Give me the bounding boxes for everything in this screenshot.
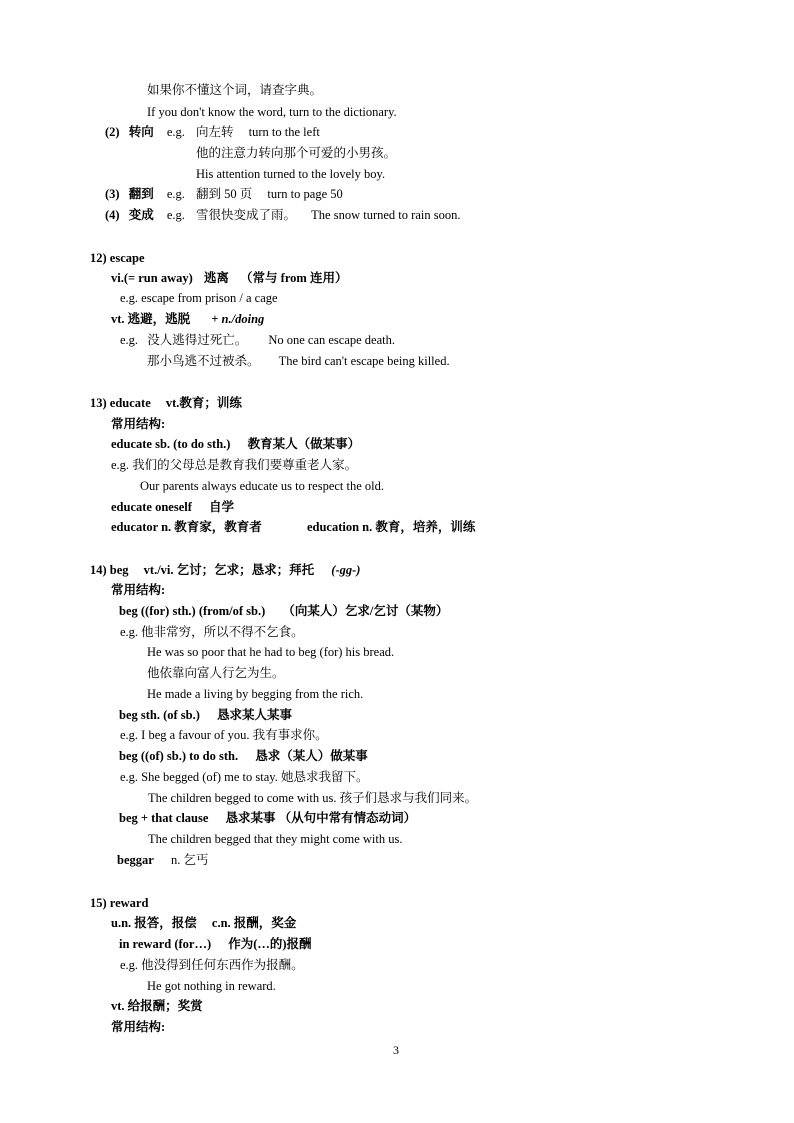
- example-en-parents: Our parents always educate us to respect the old.: [140, 479, 385, 493]
- pattern-note: + n./doing: [211, 312, 265, 326]
- derivative-education: education n. 教育，培养，训练: [306, 520, 476, 534]
- entry-heading-escape: 12) escape: [90, 251, 145, 265]
- eg-label: e.g.: [120, 333, 139, 347]
- beg-pattern-2: [119, 707, 292, 723]
- sense-heading: 翻到: [128, 187, 154, 201]
- example-cn: 雪很快变成了雨。: [196, 208, 297, 222]
- example-en: No one can escape death.: [268, 333, 396, 347]
- common-structures-label: 常用结构:: [111, 417, 166, 431]
- in-reward-phrase: [119, 936, 312, 952]
- phrase: in reward (for…): [119, 937, 212, 951]
- beggar-derivative: [117, 852, 208, 868]
- example-en: The snow turned to rain soon.: [311, 208, 461, 222]
- pos-definition: vt.教育；训练: [165, 396, 242, 410]
- sense-number: (4): [105, 208, 120, 222]
- example-en: The bird can't escape being killed.: [278, 354, 450, 368]
- example-cn-reward: e.g. 他没得到任何东西作为报酬。: [120, 958, 304, 972]
- example-cn-attention: 他的注意力转向那个可爱的小男孩。: [196, 146, 397, 160]
- beg-pattern-3: [119, 748, 368, 764]
- educate-derivatives: [111, 519, 475, 535]
- definition-cn: vt. 逃避，逃脱: [111, 312, 191, 326]
- eg-label: e.g.: [166, 125, 185, 139]
- example-escape-bird: [147, 353, 450, 369]
- sense-3-turn-to: [105, 186, 343, 202]
- sense-heading: 变成: [128, 208, 154, 222]
- common-structures-label: 常用结构:: [111, 1020, 166, 1034]
- entry-heading-educate: [90, 395, 242, 411]
- pattern-meaning: （向某人）乞求/乞讨（某物）: [282, 604, 449, 618]
- pattern: educate oneself: [111, 500, 192, 514]
- example-cn-rich: 他依靠向富人行乞为生。: [147, 666, 285, 680]
- pattern: educate sb. (to do sth.): [111, 437, 231, 451]
- example-en-poor: He was so poor that he had to beg (for) his bread.: [147, 645, 395, 659]
- beg-pattern-1: [119, 603, 448, 619]
- example-favour: e.g. I beg a favour of you. 我有事求你。: [120, 728, 328, 742]
- example-escape-prison: e.g. escape from prison / a cage: [120, 291, 278, 305]
- example-en: turn to page 50: [267, 187, 343, 201]
- sense-2-turn-to: [105, 124, 320, 140]
- example-cn: 翻到 50 页: [196, 187, 253, 201]
- definition-cn: 逃离: [203, 271, 229, 285]
- headword: 14) beg: [90, 563, 129, 577]
- countable-sense: c.n. 报酬，奖金: [211, 916, 297, 930]
- derivative-meaning: n. 乞丐: [170, 853, 209, 867]
- example-children-might: The children begged that they might come with us.: [148, 832, 403, 846]
- example-cn-dictionary: 如果你不懂这个词，请查字典。: [147, 83, 323, 97]
- pattern: beg sth. (of sb.): [119, 708, 200, 722]
- example-stay: e.g. She begged (of) me to stay. 她恳求我留下。: [120, 770, 369, 784]
- example-children-come: The children begged to come with us. 孩子们恳求与我们同来。: [148, 791, 478, 805]
- common-structures-label: 常用结构:: [111, 583, 166, 597]
- entry-heading-reward: 15) reward: [90, 896, 149, 910]
- derivative-educator: educator n. 教育家，教育者: [111, 520, 262, 534]
- spelling-note: (-gg-): [331, 563, 361, 577]
- pos-definition: vt./vi. 乞讨；乞求；恳求；拜托: [143, 563, 315, 577]
- example-en-rich: He made a living by begging from the rich.: [147, 687, 364, 701]
- pattern-meaning: 恳求某人某事: [217, 708, 293, 722]
- eg-label: e.g.: [166, 208, 185, 222]
- page-number: 3: [393, 1043, 399, 1057]
- sense-number: (2): [105, 125, 120, 139]
- example-en: turn to the left: [248, 125, 320, 139]
- pattern: beg ((of) sb.) to do sth.: [119, 749, 239, 763]
- pattern: beg ((for) sth.) (from/of sb.): [119, 604, 266, 618]
- derivative-word: beggar: [117, 853, 154, 867]
- pattern-meaning: 恳求某事 （从句中常有情态动词）: [225, 811, 417, 825]
- sense-number: (3): [105, 187, 120, 201]
- uncountable-sense: u.n. 报答，报偿: [111, 916, 197, 930]
- entry-heading-beg: [90, 562, 360, 578]
- pos-label: vi.(= run away): [111, 271, 193, 285]
- escape-vt-definition: [111, 311, 264, 327]
- eg-label: e.g.: [166, 187, 185, 201]
- example-cn-parents: e.g. 我们的父母总是教育我们要尊重老人家。: [111, 458, 358, 472]
- beg-pattern-4: [119, 810, 416, 826]
- pattern-meaning: 自学: [209, 500, 235, 514]
- example-cn: 没人逃得过死亡。: [147, 333, 248, 347]
- example-en-attention: His attention turned to the lovely boy.: [196, 167, 386, 181]
- reward-noun-senses: [111, 915, 296, 931]
- sense-4-turn-to: [105, 207, 460, 223]
- phrase-meaning: 作为(…的)报酬: [228, 937, 312, 951]
- example-cn: 那小鸟逃不过被杀。: [147, 354, 260, 368]
- example-en-dictionary: If you don't know the word, turn to the dictionary.: [147, 105, 397, 119]
- pattern: beg + that clause: [119, 811, 209, 825]
- example-en-reward: He got nothing in reward.: [147, 979, 276, 993]
- example-escape-death: [120, 332, 395, 348]
- pattern-meaning: 恳求（某人）做某事: [255, 749, 368, 763]
- escape-vi-definition: [111, 270, 347, 286]
- usage-note: （常与 from 连用）: [240, 271, 348, 285]
- educate-oneself: [111, 499, 234, 515]
- sense-heading: 转向: [128, 125, 154, 139]
- reward-vt-definition: vt. 给报酬；奖赏: [111, 999, 203, 1013]
- educate-pattern: [111, 436, 360, 452]
- example-cn: 向左转: [196, 125, 234, 139]
- pattern-meaning: 教育某人（做某事）: [247, 437, 361, 451]
- example-cn-poor: e.g. 他非常穷，所以不得不乞食。: [120, 625, 304, 639]
- headword: 13) educate: [90, 396, 151, 410]
